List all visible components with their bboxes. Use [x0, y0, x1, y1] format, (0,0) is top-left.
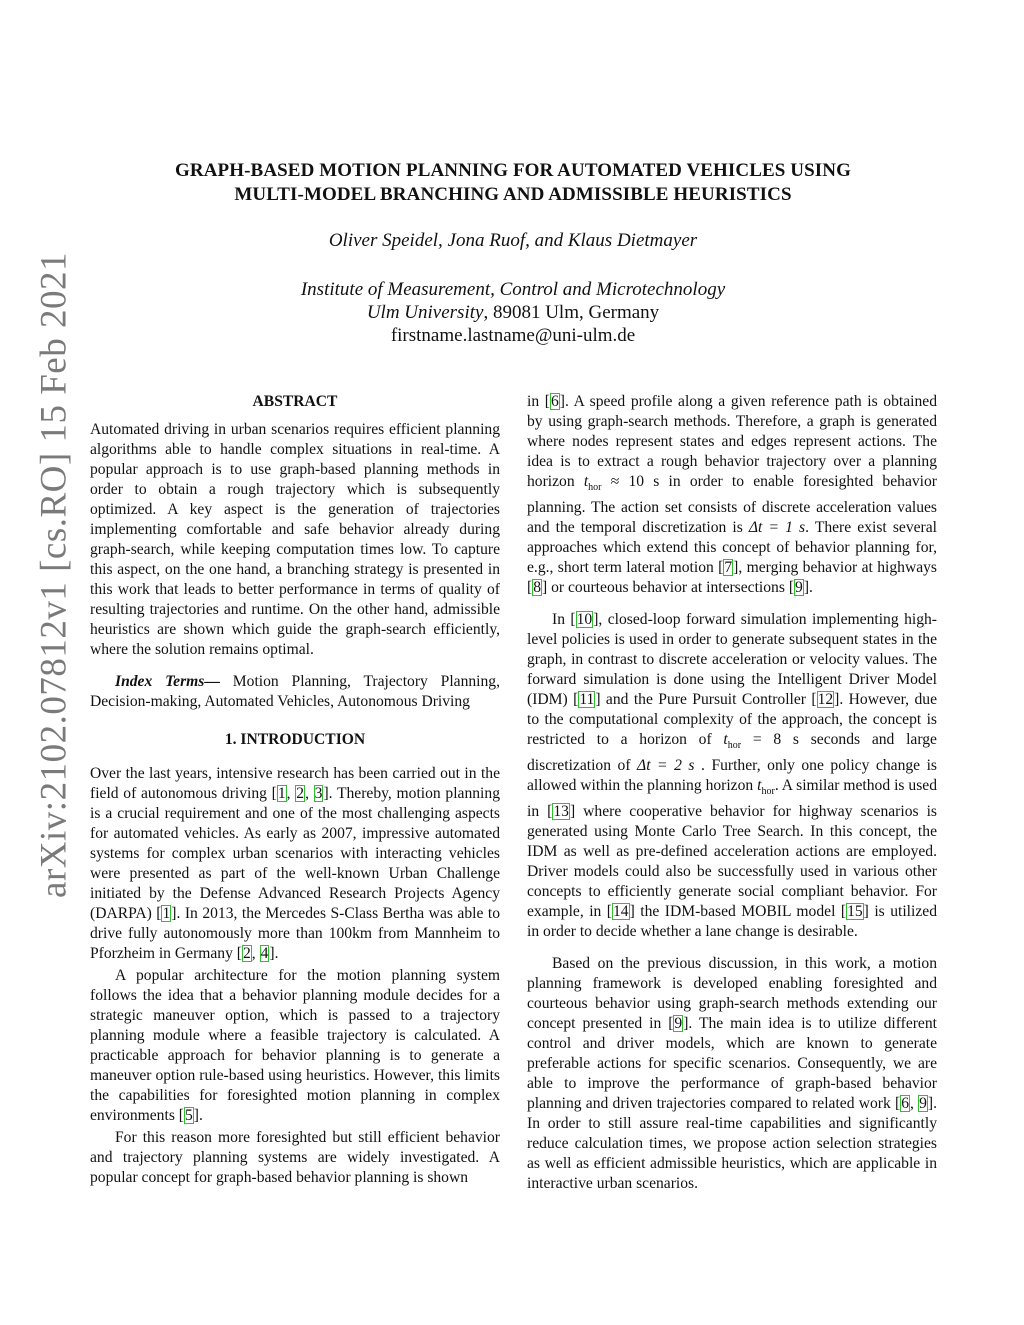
citation-link[interactable]: 9: [674, 1015, 683, 1033]
math-value: = 8 s: [741, 731, 799, 749]
text-run: . Further, only one policy change is allowed within the planning horizon: [527, 757, 938, 795]
index-terms: [90, 672, 500, 712]
math-delta-t: Δt = 1 s: [748, 519, 806, 537]
right-column: [527, 392, 937, 1194]
institute-name: Institute of Measurement, Control and Microtechnology: [300, 279, 726, 300]
math-delta-t: Δt = 2 s: [637, 757, 695, 775]
text-run: . There exist several approaches which extend this concept of behavior planning for, e.g., short term lateral motion [: [527, 519, 937, 577]
contact-email: firstname.lastname@uni-ulm.de: [390, 325, 636, 346]
intro-paragraph-3: For this reason more foresighted but still efficient behavior and trajectory planning systems are widely investigated. A popular concept for graph-based behavior planning is shown: [90, 1129, 500, 1186]
index-terms-text: Motion Planning, Trajectory Planning, Decision-making, Automated Vehicles, Autonomous Driving: [90, 673, 501, 710]
math-t: t: [723, 731, 728, 749]
text-run: . A similar method is used in [: [527, 777, 937, 821]
citation-link[interactable]: 7: [724, 559, 733, 577]
intro-paragraph-6: Based on the previous discussion, in this work, a motion planning framework is developed enabling foresighted and courteous behavior using graph-search methods extending our concept presented in [9]. The main idea is to utilize different control and driver models, which are known to generate preferable actions for specific scenarios. Consequently, we are able to improve the performance of graph-based behavior planning and driven trajectories compared to related work [6, 9]. In order to still assure real-time capabilities and significantly reduce calculation times, we propose action selection strategies as well as efficient admissible heuristics, which are applicable in interactive urban scenarios.: [527, 955, 937, 1193]
text-run: in order to enable foresighted behavior planning. The action set consists of discrete acceleration values and the temporal discretization is: [527, 473, 937, 537]
text-run: ] and the Pure Pursuit Controller [: [595, 691, 817, 709]
text-run: ], merging behavior at highways [: [527, 559, 937, 597]
text-run: In [: [552, 611, 576, 629]
citation-link[interactable]: 6: [901, 1095, 909, 1113]
text-run: ].: [803, 579, 813, 597]
text-run: ] or courteous behavior at intersections [: [542, 579, 795, 597]
index-terms-label: Index Terms—: [115, 673, 220, 690]
citation-link[interactable]: 1: [162, 905, 171, 922]
left-column: [90, 392, 500, 1188]
citation-link[interactable]: 9: [795, 579, 803, 597]
text-run: ]. A speed profile along a given reference path is obtained by using graph-search methods. Therefore, a graph is generated where nodes represent states and edges represent actions. The idea is to extract a rough behavior trajectory over a planning horizon: [527, 393, 937, 490]
text-run: ]. Thereby, motion planning is a crucial requirement and one of the most challenging aspects for automated vehicles. As early as 2007, impressive automated systems for complex urban scenarios with interacting vehicles were presented as part of the well-known Urban Challenge initiated by the Defense Advanced Research Projects Agency (DARPA) [: [90, 785, 500, 922]
university-address: , 89081 Ulm, Germany: [483, 302, 660, 323]
citation-link[interactable]: 8: [533, 579, 541, 597]
text-run: ] is utilized in order to decide whether a lane change is desirable.: [527, 903, 937, 941]
arxiv-id-text: arXiv:2102.07812v1 [cs.RO] 15 Feb 2021: [33, 252, 75, 898]
citation-link[interactable]: 3: [314, 785, 323, 802]
citation-link[interactable]: 6: [550, 393, 559, 410]
affiliation-block: [110, 278, 916, 347]
abstract-text: Automated driving in urban scenarios requires efficient planning algorithms able to handle complex situations in real-time. A popular approach is to use graph-based planning methods in order to obtain a rough trajectory which is subsequently optimized. A key aspect is the generation of trajectories implementing comfortable and safe behavior already during graph-search, while keeping computation times low. To capture this aspect, on the one hand, a branching strategy is presented in this work that leads to better performance in terms of quality of resulting trajectories and runtime. On the other hand, admissible heuristics are shown which guide the graph-search efficiently, where the solution remains optimal.: [90, 421, 500, 658]
text-run: in [: [527, 393, 550, 410]
text-run: ]. However, due to the computational complexity of the approach, the concept is restricted to a horizon of: [527, 691, 937, 749]
citation-link[interactable]: 15: [847, 903, 863, 921]
title-line-1: GRAPH-BASED MOTION PLANNING FOR AUTOMATED VEHICLES USING: [175, 160, 851, 181]
university-line: [110, 301, 916, 324]
math-t: t: [583, 473, 589, 490]
citation-link[interactable]: 14: [613, 903, 629, 921]
text-run: Based on the previous discussion, in this work, a motion planning framework is developed enabling foresighted and courteous behavior using graph-search methods extending our concept presented in [: [527, 955, 937, 1033]
intro-paragraph-5: [527, 610, 937, 942]
citation-link[interactable]: 5: [184, 1107, 193, 1124]
text-run: ]. In 2013, the Mercedes S-Class Bertha was able to drive fully autonomously more than 100km from Mannheim to Pforzheim in Germany [: [90, 905, 500, 962]
text-run: ]. The main idea is to utilize different control and driver models, which are known to generate preferable actions for specific scenarios. Consequently, we are able to improve the performance of graph-based behavior planning and driven trajectories compared to related work [: [527, 1015, 937, 1113]
citation-link[interactable]: 12: [817, 691, 834, 709]
text-run: A popular architecture for the motion planning system follows the idea that a behavior planning module decides for a strategic maneuver option, which is passed to a trajectory planning module where a feasible trajectory is calculated. A practicable approach for behavior planning is to generate a maneuver option rule-based using heuristics. However, this limits the capabilities for foresighted motion planning in complex environments [: [90, 967, 500, 1124]
text-run: ], closed-loop forward simulation implementing high-level policies is used in order to generate subsequent states in the graph, in contrast to discrete acceleration or velocity values. The forward simulation is done using the Intelligent Driver Model (IDM) [: [527, 611, 937, 709]
citation-link[interactable]: 13: [553, 803, 569, 821]
math-subscript: hor: [761, 786, 775, 798]
text-run: ].: [269, 945, 279, 962]
math-subscript: hor: [588, 482, 602, 494]
citation-link[interactable]: 10: [576, 611, 593, 629]
math-subscript: hor: [727, 740, 742, 752]
citation-link[interactable]: 1: [277, 785, 286, 802]
math-value: ≈ 10 s: [601, 473, 660, 490]
citation-link[interactable]: 9: [919, 1095, 927, 1113]
intro-paragraph-2: [90, 966, 500, 1126]
citation-link[interactable]: 2: [243, 945, 251, 962]
text-run: ].: [193, 1107, 203, 1124]
text-run: Over the last years, intensive research has been carried out in the field of autonomous driving [: [90, 765, 500, 802]
author-list: Oliver Speidel, Jona Ruof, and Klaus Dietmayer: [328, 230, 698, 251]
intro-paragraph-1: Over the last years, intensive research has been carried out in the field of autonomous driving [1, 2, 3]. Thereby, motion planning is a crucial requirement and one of the most challenging aspects for automated vehicles. As early as 2007, impressive automated systems for complex urban scenarios with interacting vehicles were presented as part of the well-known Urban Challenge initiated by the Defense Advanced Research Projects Agency (DARPA) [1]. In 2013, the Mercedes S-Class Bertha was able to drive fully autonomously more than 100km from Mannheim to Pforzheim in Germany [2, 4].: [90, 765, 500, 962]
text-run: seconds and large discretization of: [527, 731, 937, 775]
math-t: t: [757, 777, 762, 795]
university-name: Ulm University: [366, 302, 484, 323]
text-run: ] where cooperative behavior for highway scenarios is generated using Monte Carlo Tree Search. In this concept, the IDM as well as pre-defined acceleration actions are employed. Driver models could also be successfully used in various other concepts to efficiently generate social compliant behavior. For example, in [: [527, 803, 937, 921]
title-line-2: MULTI-MODEL BRANCHING AND ADMISSIBLE HEURISTICS: [234, 184, 792, 205]
citation-link[interactable]: 4: [260, 945, 269, 962]
introduction-heading: 1. INTRODUCTION: [224, 731, 366, 748]
citation-link[interactable]: 2: [296, 785, 305, 802]
abstract-heading: ABSTRACT: [252, 393, 338, 410]
arxiv-identifier-stamp: [14, 160, 94, 990]
text-run: ]. In order to still assure real-time capabilities and significantly reduce calculation times, we propose action selection strategies as well as efficient admissible heuristics, which are applicable in interactive urban scenarios.: [527, 1095, 937, 1193]
citation-link[interactable]: 11: [579, 691, 595, 709]
intro-paragraph-4: [527, 392, 937, 598]
paper-title: [110, 159, 916, 207]
text-run: ] the IDM-based MOBIL model [: [629, 903, 847, 921]
